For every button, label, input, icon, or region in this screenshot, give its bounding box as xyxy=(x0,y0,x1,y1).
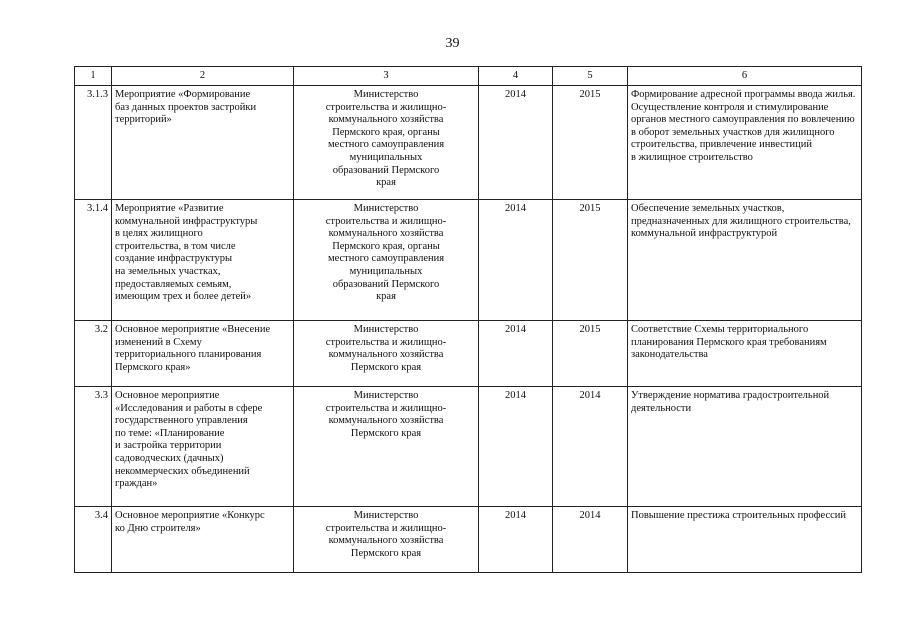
table-row xyxy=(75,86,862,200)
responsible: Министерство строительства и жилищно- коммунального хозяйства Пермского края xyxy=(294,387,479,507)
measure-name: Мероприятие «Развитие коммунальной инфраструктуры в целях жилищного строительства, в том числе создание инфраструктуры на земельных участках, предоставляемых семьям, имеющим трех и более детей» xyxy=(112,200,294,321)
table-header-row xyxy=(75,67,862,86)
end-year: 2015 xyxy=(553,86,628,200)
measure-name: Основное мероприятие «Внесение изменений в Схему территориального планирования Пермского края» xyxy=(112,321,294,387)
table-row xyxy=(75,200,862,321)
responsible: Министерство строительства и жилищно- коммунального хозяйства Пермского края xyxy=(294,507,479,573)
start-year: 2014 xyxy=(479,86,553,200)
column-header: 1 xyxy=(75,67,112,86)
table-row xyxy=(75,507,862,573)
row-number: 3.3 xyxy=(75,387,112,507)
program-table xyxy=(74,66,862,573)
row-number: 3.1.4 xyxy=(75,200,112,321)
start-year: 2014 xyxy=(479,507,553,573)
start-year: 2014 xyxy=(479,321,553,387)
expected-result: Повышение престижа строительных профессий xyxy=(628,507,862,573)
table-row xyxy=(75,387,862,507)
measure-name: Мероприятие «Формирование баз данных проектов застройки территорий» xyxy=(112,86,294,200)
row-number: 3.4 xyxy=(75,507,112,573)
responsible: Министерство строительства и жилищно- коммунального хозяйства Пермского края, органы местного самоуправления муниципальных образований Пермского края xyxy=(294,200,479,321)
start-year: 2014 xyxy=(479,387,553,507)
expected-result: Соответствие Схемы территориального планирования Пермского края требованиям законодательства xyxy=(628,321,862,387)
end-year: 2014 xyxy=(553,387,628,507)
row-number: 3.2 xyxy=(75,321,112,387)
start-year: 2014 xyxy=(479,200,553,321)
responsible: Министерство строительства и жилищно- коммунального хозяйства Пермского края, органы местного самоуправления муниципальных образований Пермского края xyxy=(294,86,479,200)
column-header: 2 xyxy=(112,67,294,86)
expected-result: Утверждение норматива градостроительной деятельности xyxy=(628,387,862,507)
responsible: Министерство строительства и жилищно- коммунального хозяйства Пермского края xyxy=(294,321,479,387)
end-year: 2014 xyxy=(553,507,628,573)
column-header: 6 xyxy=(628,67,862,86)
measure-name: Основное мероприятие «Исследования и работы в сфере государственного управления по теме: «Планирование и застройка территории садоводческих (дачных) некоммерческих объединений граждан» xyxy=(112,387,294,507)
end-year: 2015 xyxy=(553,321,628,387)
row-number: 3.1.3 xyxy=(75,86,112,200)
column-header: 4 xyxy=(479,67,553,86)
column-header: 3 xyxy=(294,67,479,86)
expected-result: Обеспечение земельных участков, предназначенных для жилищного строительства, коммунальной инфраструктурой xyxy=(628,200,862,321)
measure-name: Основное мероприятие «Конкурс ко Дню строителя» xyxy=(112,507,294,573)
expected-result: Формирование адресной программы ввода жилья. Осуществление контроля и стимулирование органов местного самоуправления по вовлечению в оборот земельных участков для жилищного строительства, привлечение инвестиций в жилищное строительство xyxy=(628,86,862,200)
end-year: 2015 xyxy=(553,200,628,321)
page-number: 39 xyxy=(445,36,460,51)
column-header: 5 xyxy=(553,67,628,86)
table-row xyxy=(75,321,862,387)
